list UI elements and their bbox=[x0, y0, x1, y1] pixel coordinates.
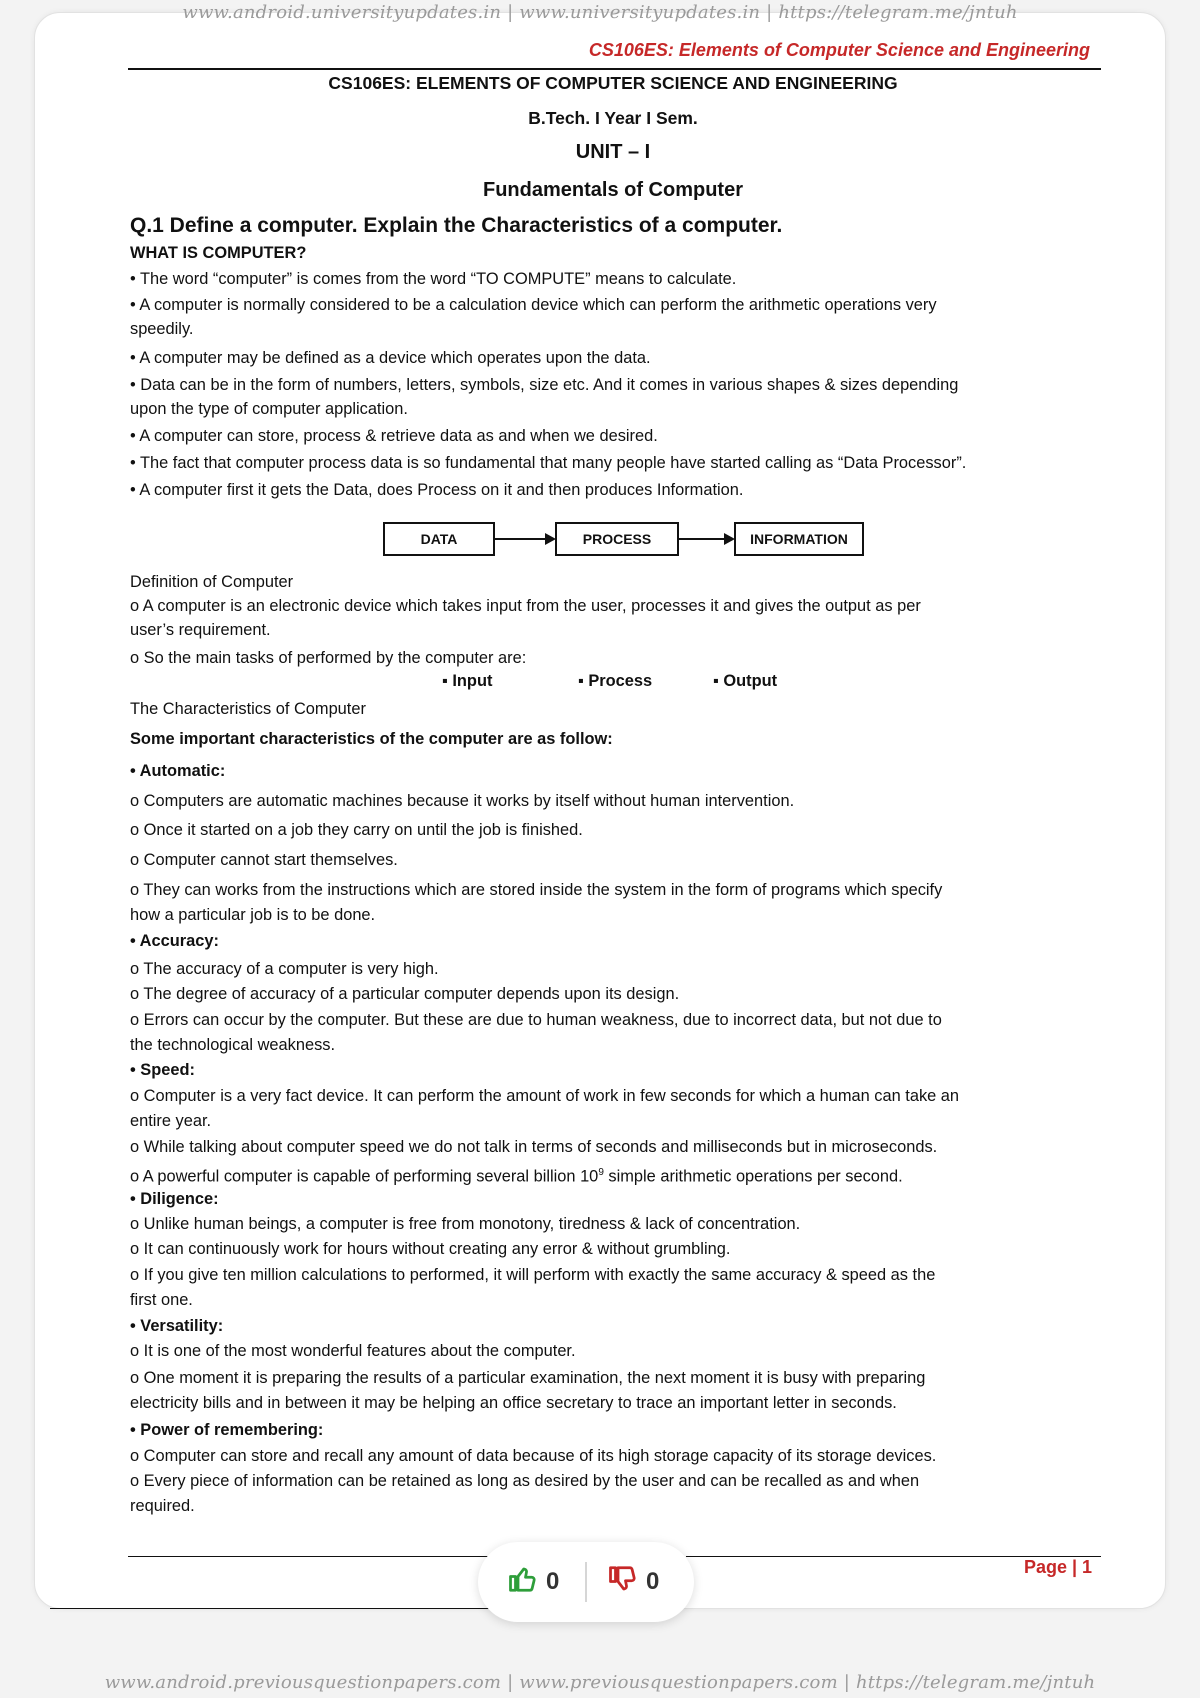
text-line: o Once it started on a job they carry on until the job is finished. bbox=[130, 821, 583, 839]
vote-bar bbox=[478, 1542, 694, 1622]
text-line: o If you give ten million calculations to performed, it will perform with exactly the same accuracy & speed as the bbox=[130, 1266, 936, 1284]
text-line: o Errors can occur by the computer. But these are due to human weakness, due to incorrect data, but not due to bbox=[130, 1011, 942, 1029]
running-header: CS106ES: Elements of Computer Science and Engineering bbox=[588, 40, 1090, 60]
text-line: electricity bills and in between it may be helping an office secretary to trace an important letter in seconds. bbox=[130, 1394, 897, 1412]
text-line: o It can continuously work for hours without creating any error & without grumbling. bbox=[130, 1240, 731, 1258]
characteristics-intro: Some important characteristics of the computer are as follow: bbox=[130, 730, 613, 748]
flow-box-data: DATA bbox=[383, 522, 495, 556]
text-line: how a particular job is to be done. bbox=[130, 906, 376, 924]
text-line: • The word “computer” is comes from the word “TO COMPUTE” means to calculate. bbox=[130, 270, 737, 288]
subheading-speed: • Speed: bbox=[130, 1061, 195, 1079]
flow-arrow bbox=[679, 538, 733, 540]
subheading-power-of-remembering: • Power of remembering: bbox=[130, 1421, 324, 1439]
text-line: • A computer is normally considered to be a calculation device which can perform the arithmetic operations very bbox=[130, 296, 937, 314]
dislike-button[interactable] bbox=[608, 1564, 659, 1599]
flow-box-information: INFORMATION bbox=[734, 522, 864, 556]
text-line: • A computer can store, process & retrieve data as and when we desired. bbox=[130, 427, 658, 445]
vote-divider bbox=[585, 1562, 587, 1602]
year-sem: B.Tech. I Year I Sem. bbox=[528, 108, 698, 128]
watermark-bottom: www.android.previousquestionpapers.com | www.previousquestionpapers.com | https://telegram.me/jntuh bbox=[104, 1672, 1096, 1693]
text-line: o Computer is a very fact device. It can perform the amount of work in few seconds for which a human can take an bbox=[130, 1087, 960, 1105]
text-line: user’s requirement. bbox=[130, 621, 271, 639]
text-line: o So the main tasks of performed by the computer are: bbox=[130, 649, 527, 667]
task-process: ▪ Process bbox=[578, 672, 653, 690]
text-line: • A computer may be defined as a device which operates upon the data. bbox=[130, 349, 651, 367]
subheading-versatility: • Versatility: bbox=[130, 1317, 224, 1335]
text-line: o They can works from the instructions which are stored inside the system in the form of programs which specify bbox=[130, 881, 943, 899]
task-output: ▪ Output bbox=[713, 672, 778, 690]
text-fragment: simple arithmetic operations per second. bbox=[603, 1167, 903, 1186]
question-heading: Q.1 Define a computer. Explain the Characteristics of a computer. bbox=[130, 214, 783, 237]
text-line: o Every piece of information can be retained as long as desired by the user and can be recalled as and when bbox=[130, 1472, 920, 1490]
text-line: first one. bbox=[130, 1291, 193, 1309]
section-heading: The Characteristics of Computer bbox=[130, 700, 366, 718]
footer-rule-left bbox=[128, 1556, 488, 1557]
text-line: speedily. bbox=[130, 320, 194, 338]
course-title: CS106ES: ELEMENTS OF COMPUTER SCIENCE AND ENGINEERING bbox=[328, 73, 898, 93]
like-count: 0 bbox=[546, 1567, 560, 1595]
text-line: required. bbox=[130, 1497, 195, 1515]
text-fragment: o A powerful computer is capable of performing several billion 10 bbox=[130, 1167, 599, 1186]
text-line: o One moment it is preparing the results of a particular examination, the next moment it is busy with preparing bbox=[130, 1369, 926, 1387]
text-line: • The fact that computer process data is so fundamental that many people have started calling as “Data Processor”. bbox=[130, 454, 967, 472]
text-line: o A computer is an electronic device which takes input from the user, processes it and gives the output as per bbox=[130, 597, 921, 615]
subheading-accuracy: • Accuracy: bbox=[130, 932, 219, 950]
section-heading: Definition of Computer bbox=[130, 573, 294, 591]
like-button[interactable] bbox=[508, 1564, 559, 1599]
subject-title: Fundamentals of Computer bbox=[482, 179, 743, 201]
text-line: upon the type of computer application. bbox=[130, 400, 408, 418]
text-line: • Data can be in the form of numbers, letters, symbols, size etc. And it comes in various shapes & sizes depending bbox=[130, 376, 959, 394]
unit-title: UNIT – I bbox=[575, 141, 651, 163]
text-line: the technological weakness. bbox=[130, 1036, 336, 1054]
text-line: o Computer can store and recall any amount of data because of its high storage capacity of its storage devices. bbox=[130, 1447, 937, 1465]
text-line: o Computers are automatic machines because it works by itself without human intervention. bbox=[130, 792, 795, 810]
thumbs-down-icon bbox=[608, 1564, 638, 1599]
page-number: Page | 1 bbox=[1024, 1557, 1093, 1577]
flow-box-process: PROCESS bbox=[555, 522, 679, 556]
task-input: ▪ Input bbox=[442, 672, 493, 690]
text-line: o While talking about computer speed we do not talk in terms of seconds and milliseconds but in microseconds. bbox=[130, 1138, 938, 1156]
text-line: o The degree of accuracy of a particular computer depends upon its design. bbox=[130, 985, 680, 1003]
watermark-top: www.android.universityupdates.in | www.universityupdates.in | https://telegram.me/jntuh bbox=[182, 2, 1018, 23]
text-line: • A computer first it gets the Data, does Process on it and then produces Information. bbox=[130, 481, 744, 499]
subheading-automatic: • Automatic: bbox=[130, 762, 226, 780]
section-heading: WHAT IS COMPUTER? bbox=[130, 244, 307, 262]
text-line: o Unlike human beings, a computer is free from monotony, tiredness & lack of concentration. bbox=[130, 1215, 801, 1233]
dislike-count: 0 bbox=[646, 1567, 660, 1595]
subheading-diligence: • Diligence: bbox=[130, 1190, 219, 1208]
text-line: o The accuracy of a computer is very high. bbox=[130, 960, 439, 978]
flow-arrow bbox=[495, 538, 554, 540]
header-rule bbox=[128, 68, 1101, 70]
text-line-power bbox=[130, 1161, 903, 1188]
text-line: entire year. bbox=[130, 1112, 212, 1130]
text-line: o Computer cannot start themselves. bbox=[130, 851, 398, 869]
thumbs-up-icon bbox=[508, 1564, 538, 1599]
text-line: o It is one of the most wonderful features about the computer. bbox=[130, 1342, 576, 1360]
exponent: 9 bbox=[598, 1167, 604, 1178]
